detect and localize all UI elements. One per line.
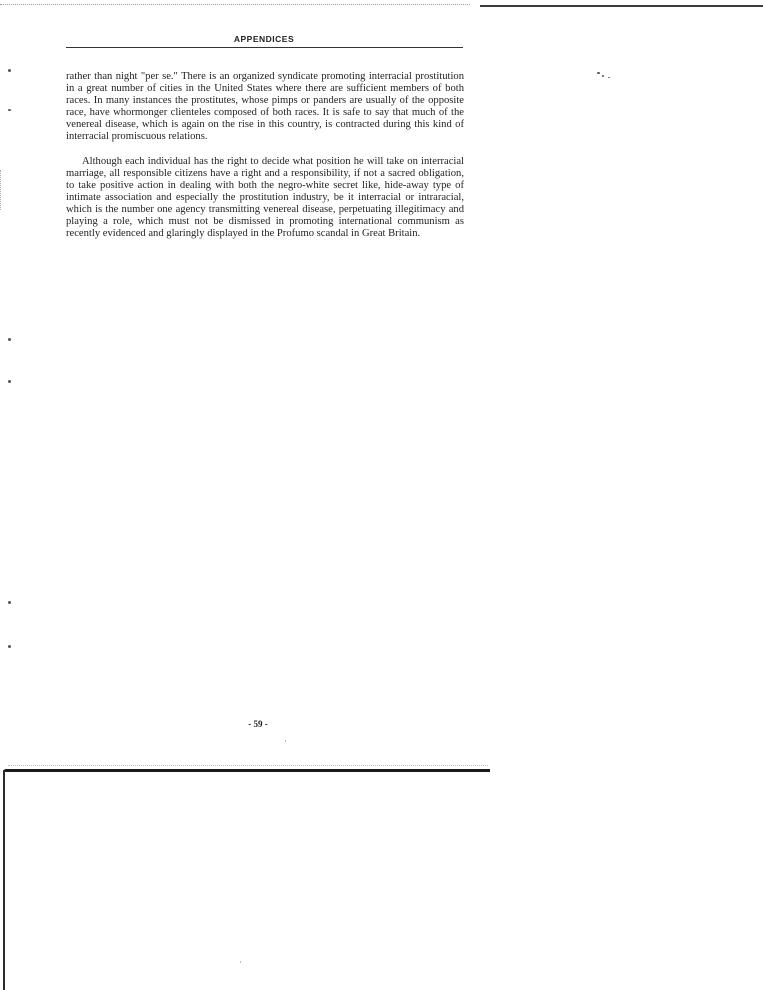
- scan-speck: [240, 961, 241, 963]
- scan-bottom-edge: [4, 769, 490, 772]
- scan-speck: [8, 380, 11, 383]
- paragraph-1: rather than night "per se." There is an organized syndicate promoting interracial prostitution in a great number of cities in the United States where there are sufficient members of both races. In many instances the prostitutes, whose pimps or panders are usually of the opposite race, have whormonger clienteles composed of both races. It is safe to say that much of the venereal disease, which is again on the rise in this country, is contracted during this kind of interracial promiscuous relations.: [66, 71, 464, 143]
- scan-speck: [8, 338, 11, 341]
- header-rule: [66, 47, 463, 48]
- paragraph-2: Although each individual has the right to decide what position he will take on interracial marriage, all responsible citizens have a right and a responsibility, if not a sacred obligation, to take positive action in dealing with both the negro-white secret like, hide-away type of intimate association and especially the prostitution industry, be it interracial or intraracial, which is the number one agency transmitting venereal disease, perpetuating illegitimacy and playing a role, which must not be dismissed in promoting international communism as recently evidenced and glaringly displayed in the Profumo scandal in Great Britain.: [66, 155, 464, 240]
- scan-margin-dots: [0, 170, 1, 210]
- scan-bottom-dots: [8, 765, 488, 766]
- body-text: [66, 71, 464, 240]
- scan-speck: [8, 601, 11, 604]
- scan-speck: [8, 69, 11, 72]
- page-header: APPENDICES: [233, 34, 295, 44]
- scan-top-edge-left: [0, 4, 470, 5]
- scan-speck: [285, 740, 286, 742]
- scan-speck: [608, 77, 610, 78]
- scan-speck: [8, 645, 11, 648]
- scan-speck: [597, 72, 600, 74]
- scan-speck: [602, 75, 604, 77]
- scan-speck: [8, 109, 11, 111]
- scan-top-edge-right: [480, 5, 763, 7]
- page-number: - 59 -: [248, 719, 268, 729]
- scan-bottom-left-edge: [3, 770, 5, 990]
